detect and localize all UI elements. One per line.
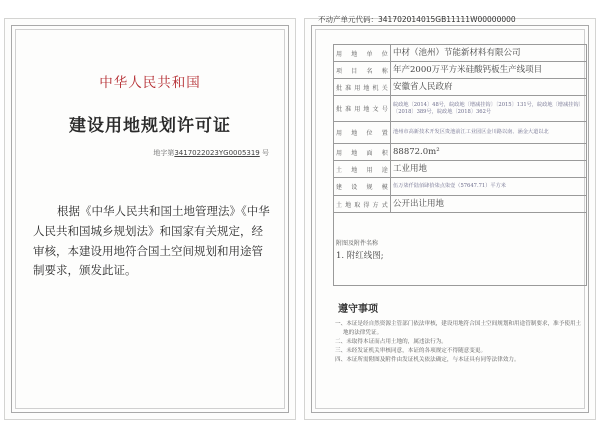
- notes-list: [333, 320, 585, 365]
- certificate-number: [153, 148, 269, 158]
- row-label: 项目名称: [334, 62, 391, 79]
- row-label: 用地面积: [334, 144, 391, 161]
- cert-no-value: 3417022023YG0005319: [174, 149, 260, 157]
- table-row: [334, 122, 587, 144]
- row-label: 批准用地机关: [334, 79, 391, 96]
- real-estate-code-value: 341702014015GB11111W00000000: [378, 15, 516, 24]
- table-row: [334, 62, 587, 79]
- certificate-body: [33, 202, 273, 281]
- row-label: 土地用途: [334, 161, 391, 178]
- row-value: 工业用地: [391, 161, 587, 178]
- attachment-label: 附图及附件名称: [336, 239, 379, 247]
- row-value: 安徽省人民政府: [391, 79, 587, 96]
- row-label: 批准用地文号: [334, 96, 391, 122]
- row-label: 土地取得方式: [334, 196, 391, 213]
- table-row-attachments: [334, 213, 587, 286]
- note-item: 一、本证是经自然资源主管部门依法审核，建设用地符合国土空间规划和用途管制要求，准予使用土地的法律凭证。: [335, 321, 582, 336]
- row-label: 用地单位: [334, 45, 391, 62]
- real-estate-code-label: 不动产单元代码：: [318, 15, 378, 24]
- table-row: [334, 178, 587, 196]
- row-value: 中材（池州）节能新材料有限公司: [391, 45, 587, 62]
- note-item: 三、未经发证机关审核同意，本证的各项规定不得随意变更。: [335, 348, 487, 354]
- row-label: 建设规模: [334, 178, 391, 196]
- note-item: 四、本证所需附图及附件由发证机关依法确定，与本证具有同等法律效力。: [335, 357, 520, 363]
- certificate-title: 建设用地规划许可证: [69, 116, 231, 136]
- cert-no-suffix: 号: [262, 149, 269, 157]
- row-value: 88872.0m²: [391, 144, 587, 161]
- table-row: [334, 45, 587, 62]
- left-page: [4, 18, 296, 420]
- body-text: 根据《中华人民共和国土地管理法》《中华人民共和国城乡规划法》和国家有关规定，经审核，本建设用地符合国土空间规划和用途管制要求，颁发此证。: [33, 204, 270, 278]
- attachments-cell: [334, 213, 587, 286]
- row-value: 公开出让用地: [391, 196, 587, 213]
- note-item: 二、未取得本证而占用土地的，属违法行为。: [335, 339, 447, 345]
- land-info-table: [333, 44, 587, 286]
- row-value: 池州市高新技术开发区贵池前江工业园区金川路以南、涵金大道以北: [391, 122, 587, 144]
- cert-no-label: 地字第: [153, 149, 175, 157]
- row-value: 伍万柒仟陆佰肆拾柒点柒壹（57647.71）平方米: [391, 178, 587, 196]
- real-estate-code: [318, 14, 516, 25]
- attachment-value: 1. 附红线图;: [336, 250, 384, 261]
- table-row: [334, 79, 587, 96]
- row-value: 年产2000万平方米硅酸钙板生产线项目: [391, 62, 587, 79]
- table-row: [334, 96, 587, 122]
- table-row: [334, 161, 587, 178]
- row-label: 用地位置: [334, 122, 391, 144]
- table-row: [334, 196, 587, 213]
- row-value: 皖政地〔2014〕48号，皖政地〔增减挂钩〕〔2015〕131号，皖政地〔增减挂钩〕〔2018〕389号，皖政地〔2018〕362号: [391, 96, 587, 122]
- country-name: 中华人民共和国: [99, 75, 201, 91]
- table-row: [334, 144, 587, 161]
- notes-heading: 遵守事项: [338, 304, 378, 315]
